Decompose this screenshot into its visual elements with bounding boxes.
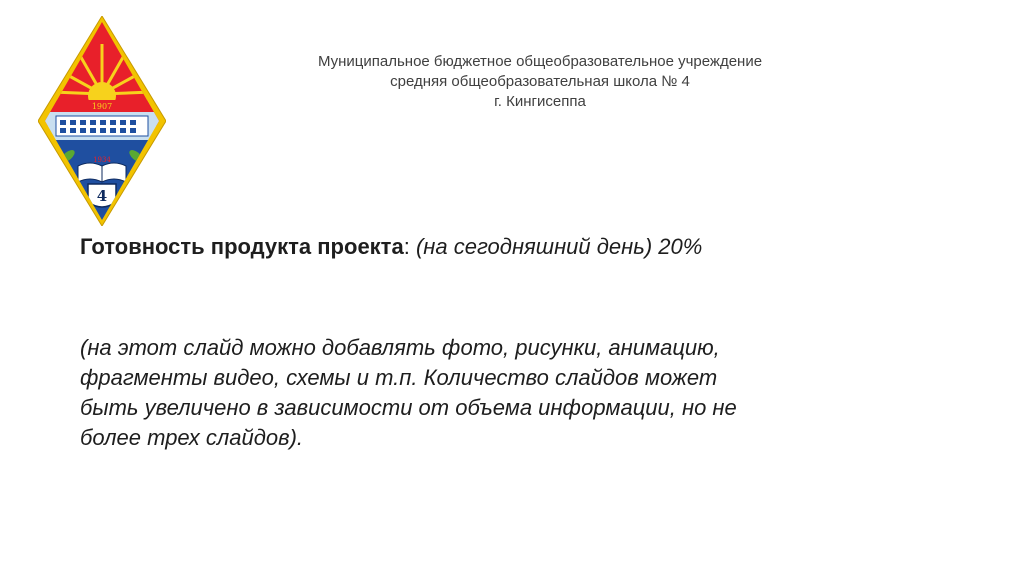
project-readiness-heading [80, 232, 960, 262]
note-line-1: (на этот слайд можно добавлять фото, рисунки, анимацию, [80, 335, 720, 360]
header-line-2: средняя общеобразовательная школа № 4 [390, 73, 690, 90]
header-line-1: Муниципальное бюджетное общеобразовательное учреждение [317, 53, 763, 70]
badge-school-number: 4 [96, 187, 108, 205]
note-line-4: более трех слайдов). [80, 425, 304, 450]
instruction-note [80, 333, 940, 453]
badge-year-top: 1907 [91, 102, 113, 111]
header-line-3: г. Кингисеппа [494, 93, 586, 110]
note-line-2: фрагменты видео, схемы и т.п. Количество слайдов может [80, 365, 718, 390]
badge-year-bottom: 1934 [93, 156, 111, 164]
school-name-header [220, 52, 860, 112]
diamond-badge-icon [38, 16, 166, 226]
note-line-3: быть увеличено в зависимости от объема информации, но не [80, 395, 737, 420]
school-emblem [38, 16, 166, 226]
readiness-colon: : [403, 234, 416, 259]
readiness-label: Готовность продукта проекта [80, 234, 404, 259]
readiness-status: (на сегодняшний день) 20% [415, 234, 703, 259]
